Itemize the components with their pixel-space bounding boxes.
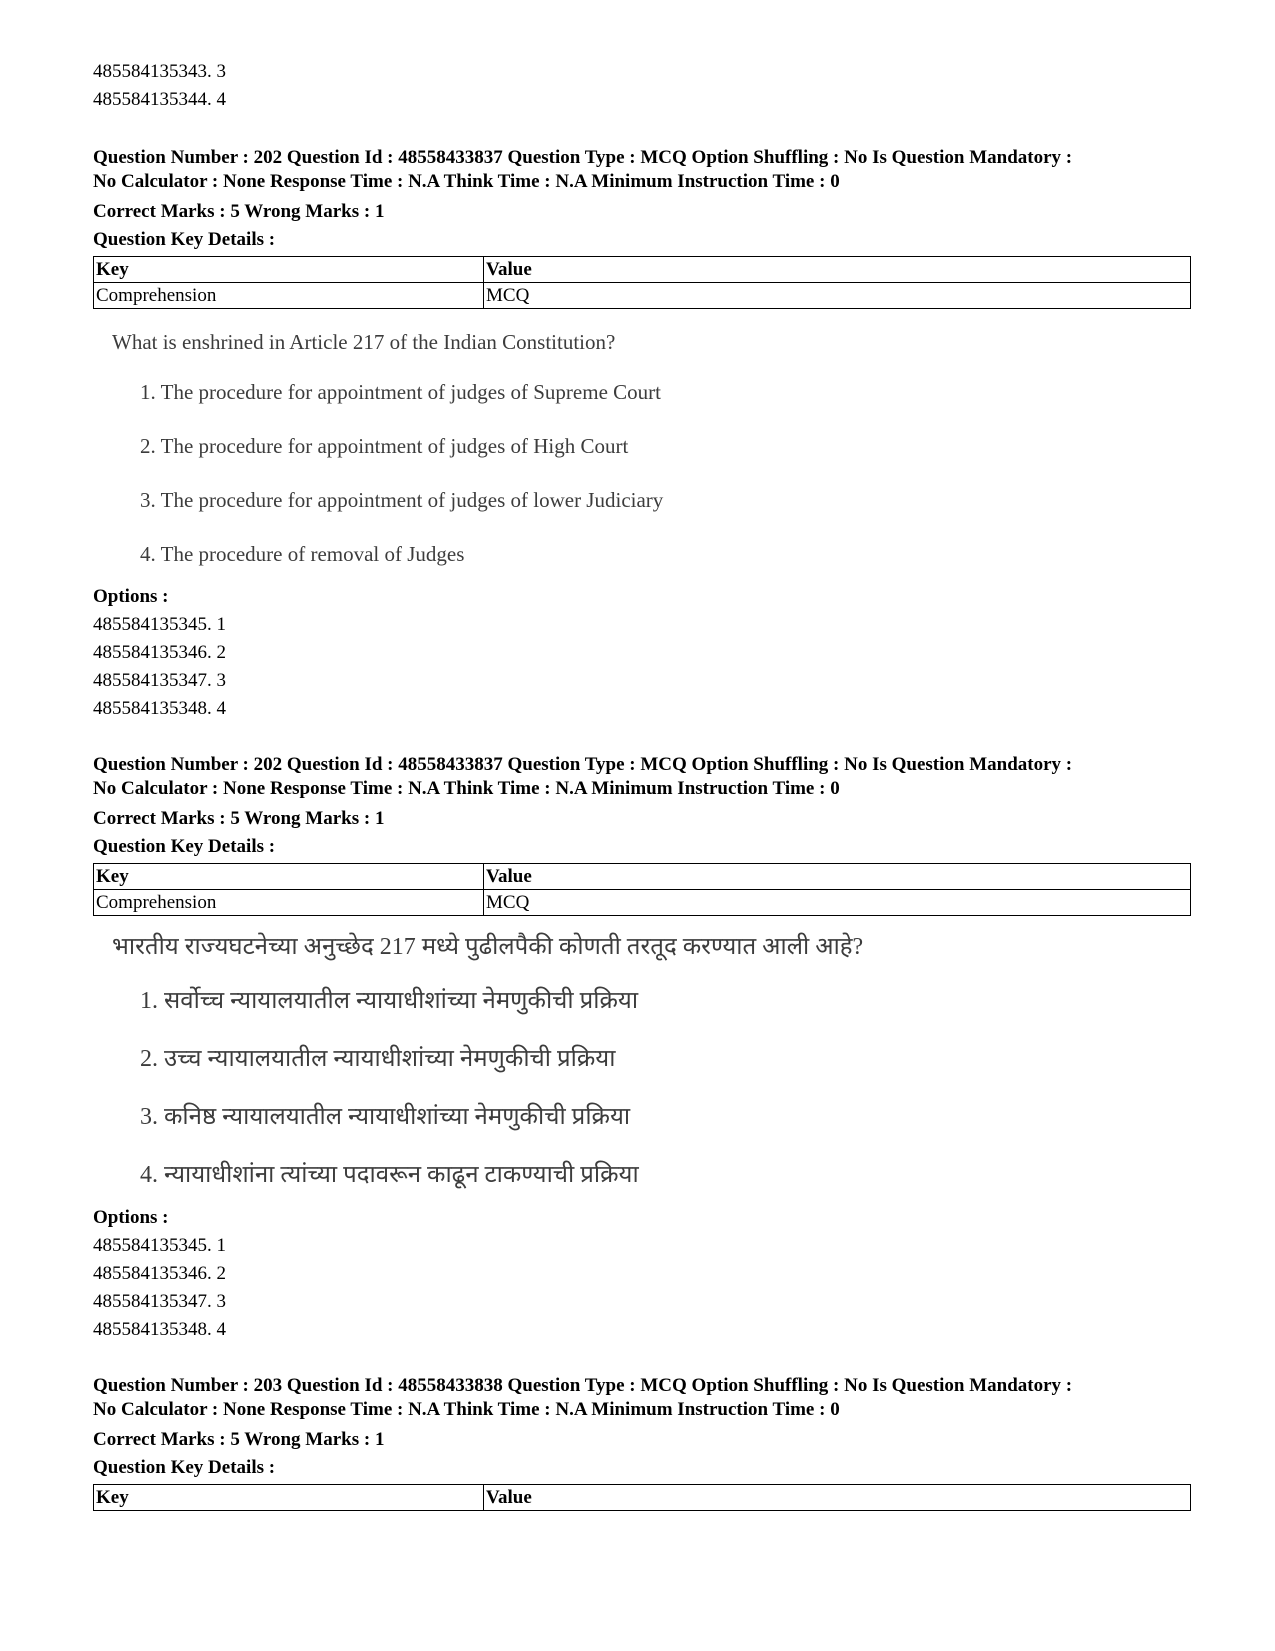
option-line: 485584135345. 1 <box>93 614 226 635</box>
question-header-line: No Calculator : None Response Time : N.A Think Time : N.A Minimum Instruction Time : 0 <box>93 1399 840 1420</box>
value-cell: MCQ <box>484 890 1191 916</box>
question-header-line: Question Number : 203 Question Id : 48558433838 Question Type : MCQ Option Shuffling : No Is Question Mandatory : <box>93 1375 1073 1396</box>
previous-options-list <box>93 58 1193 114</box>
question-image <box>112 930 1193 1192</box>
question-key-details-label: Question Key Details : <box>93 229 276 250</box>
question-marks: Correct Marks : 5 Wrong Marks : 1 <box>93 201 385 222</box>
value-header-cell: Value <box>484 864 1191 890</box>
question-image <box>112 327 1193 569</box>
key-header-cell: Key <box>94 1485 484 1511</box>
question-choice: 4. The procedure of removal of Judges <box>140 542 465 566</box>
question-header <box>93 146 1193 194</box>
question-choice: 3. The procedure for appointment of judges of lower Judiciary <box>140 488 664 512</box>
question-choice: 1. The procedure for appointment of judges of Supreme Court <box>140 380 661 404</box>
key-cell: Comprehension <box>94 283 484 309</box>
key-header-cell: Key <box>94 864 484 890</box>
question-key-table <box>93 256 1191 309</box>
option-line: 485584135346. 2 <box>93 642 226 663</box>
value-cell: MCQ <box>484 283 1191 309</box>
value-header-cell: Value <box>484 1485 1191 1511</box>
value-header-cell: Value <box>484 257 1191 283</box>
question-key-details-label: Question Key Details : <box>93 836 276 857</box>
question-choice: 1. सर्वोच्च न्यायालयातील न्यायाधीशांच्या नेमणुकीची प्रक्रिया <box>140 988 639 1014</box>
question-header <box>93 1374 1193 1422</box>
option-line: 485584135346. 2 <box>93 1263 226 1284</box>
question-block <box>93 146 1193 723</box>
question-header <box>93 753 1193 801</box>
option-line: 485584135344. 4 <box>93 89 226 110</box>
option-line: 485584135347. 3 <box>93 670 226 691</box>
question-block <box>93 1374 1193 1511</box>
option-line: 485584135347. 3 <box>93 1291 226 1312</box>
question-choice: 2. The procedure for appointment of judges of High Court <box>140 434 629 458</box>
question-marks: Correct Marks : 5 Wrong Marks : 1 <box>93 808 385 829</box>
question-header-line: No Calculator : None Response Time : N.A Think Time : N.A Minimum Instruction Time : 0 <box>93 778 840 799</box>
question-choice: 4. न्यायाधीशांना त्यांच्या पदावरून काढून टाकण्याची प्रक्रिया <box>140 1162 639 1188</box>
option-line: 485584135348. 4 <box>93 1319 226 1340</box>
question-stem: भारतीय राज्यघटनेच्या अनुच्छेद 217 मध्ये पुढीलपैकी कोणती तरतूद करण्यात आली आहे? <box>112 934 864 960</box>
key-header-cell: Key <box>94 257 484 283</box>
option-line: 485584135348. 4 <box>93 698 226 719</box>
question-choice: 2. उच्च न्यायालयातील न्यायाधीशांच्या नेमणुकीची प्रक्रिया <box>140 1046 616 1072</box>
question-header-line: Question Number : 202 Question Id : 48558433837 Question Type : MCQ Option Shuffling : No Is Question Mandatory : <box>93 754 1073 775</box>
question-marks: Correct Marks : 5 Wrong Marks : 1 <box>93 1429 385 1450</box>
question-key-details-label: Question Key Details : <box>93 1457 276 1478</box>
options-label: Options : <box>93 586 169 607</box>
question-block <box>93 753 1193 1344</box>
question-header-line: No Calculator : None Response Time : N.A Think Time : N.A Minimum Instruction Time : 0 <box>93 171 840 192</box>
option-line: 485584135345. 1 <box>93 1235 226 1256</box>
question-stem: What is enshrined in Article 217 of the Indian Constitution? <box>112 330 616 354</box>
question-key-table <box>93 863 1191 916</box>
question-header-line: Question Number : 202 Question Id : 48558433837 Question Type : MCQ Option Shuffling : No Is Question Mandatory : <box>93 147 1073 168</box>
question-key-table <box>93 1484 1191 1511</box>
options-label: Options : <box>93 1207 169 1228</box>
key-cell: Comprehension <box>94 890 484 916</box>
question-choice: 3. कनिष्ठ न्यायालयातील न्यायाधीशांच्या नेमणुकीची प्रक्रिया <box>140 1104 631 1130</box>
option-line: 485584135343. 3 <box>93 61 226 82</box>
document-page <box>93 58 1193 1511</box>
